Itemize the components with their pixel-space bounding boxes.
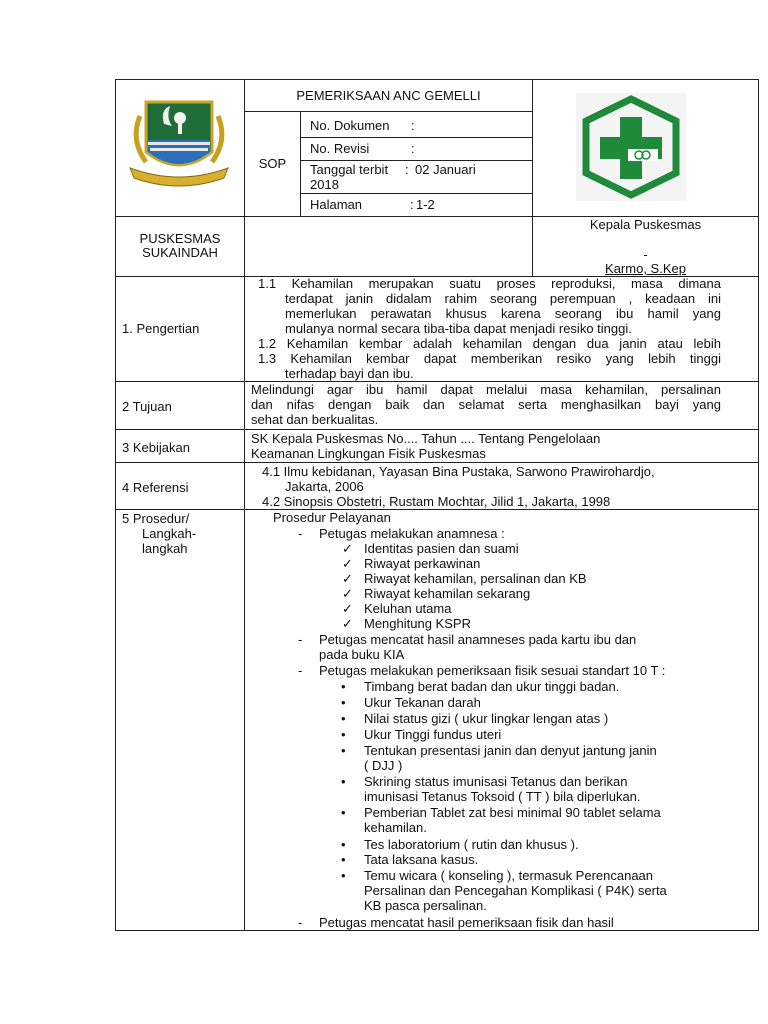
- exam-item: KB pasca persalinan.: [364, 898, 487, 913]
- exam-item: kehamilan.: [364, 820, 427, 835]
- issue-date-year: 2018: [310, 177, 339, 192]
- sop-label: SOP: [258, 156, 287, 171]
- section-label-prosedur: langkah: [142, 541, 188, 556]
- section-label-prosedur: 5 Prosedur/: [122, 511, 190, 526]
- tujuan-line: sehat dan berkualitas.: [251, 412, 379, 427]
- bullet-icon: •: [341, 695, 346, 710]
- dash-bullet: -: [298, 915, 303, 930]
- page-label: Halaman: [310, 197, 363, 212]
- dash-bullet: -: [298, 663, 303, 678]
- pengertian-line: 1.2 Kehamilan kembar adalah kehamilan dengan dua janin atau lebih: [258, 336, 721, 351]
- referensi-line: 4.1 Ilmu kebidanan, Yayasan Bina Pustaka, Sarwono Prawirohardjo,: [262, 464, 655, 479]
- exam-item: Tata laksana kasus.: [364, 852, 479, 867]
- exam-item: ( DJJ ): [364, 758, 403, 773]
- checklist-item: Identitas pasien dan suami: [364, 541, 519, 556]
- procedure-step: Petugas mencatat hasil anamneses pada kartu ibu dan: [319, 632, 637, 647]
- pengertian-line: 1.1 Kehamilan merupakan suatu proses reproduksi, masa dimana: [258, 276, 721, 291]
- page-value: 1-2: [416, 197, 435, 212]
- kebijakan-line: Keamanan Lingkungan Fisik Puskesmas: [251, 446, 486, 461]
- checklist-item: Riwayat kehamilan sekarang: [364, 586, 531, 601]
- checklist-item: Riwayat perkawinan: [364, 556, 481, 571]
- exam-item: Persalinan dan Pencegahan Komplikasi ( P4K) serta: [364, 883, 667, 898]
- dash-bullet: -: [298, 632, 303, 647]
- dash-bullet: -: [298, 526, 303, 541]
- referensi-line: 4.2 Sinopsis Obstetri, Rustam Mochtar, Jilid 1, Jakarta, 1998: [262, 494, 611, 509]
- revision-sep: :: [411, 141, 415, 156]
- section-label-kebijakan: 3 Kebijakan: [122, 440, 190, 455]
- exam-item: Timbang berat badan dan ukur tinggi badan.: [364, 679, 620, 694]
- puskesmas-cross-logo: [576, 93, 686, 201]
- pengertian-line: terdapat janin didalam rahim seorang perempuan , keadaan ini: [285, 291, 721, 306]
- section-label-prosedur: Langkah-: [142, 526, 197, 541]
- exam-item: Nilai status gizi ( ukur lingkar lengan atas ): [364, 711, 609, 726]
- check-icon: ✓: [342, 586, 353, 601]
- org-name-line2: SUKAINDAH: [142, 245, 218, 260]
- check-icon: ✓: [342, 556, 353, 571]
- bullet-icon: •: [341, 711, 346, 726]
- org-name-line1: PUSKESMAS: [139, 231, 221, 246]
- exam-item: Tes laboratorium ( rutin dan khusus ).: [364, 837, 579, 852]
- page-sep: :: [410, 197, 414, 212]
- bullet-icon: •: [341, 852, 346, 867]
- issue-date-value: 02 Januari: [415, 162, 476, 177]
- procedure-heading: Prosedur Pelayanan: [273, 510, 391, 525]
- checklist-item: Keluhan utama: [364, 601, 452, 616]
- pengertian-line: 1.3 Kehamilan kembar dapat memberikan resiko yang lebih tinggi: [258, 351, 721, 366]
- check-icon: ✓: [342, 541, 353, 556]
- pengertian-line: terhadap bayi dan ibu.: [285, 366, 414, 381]
- coat-of-arms-logo: [124, 96, 234, 192]
- issue-date-sep: :: [405, 162, 409, 177]
- check-icon: ✓: [342, 616, 353, 631]
- referensi-line: Jakarta, 2006: [285, 479, 364, 494]
- doc-number-sep: :: [411, 118, 415, 133]
- pengertian-line: memerlukan perawatan khusus karena seorang ibu hamil yang: [285, 306, 721, 321]
- bullet-icon: •: [341, 774, 346, 789]
- section-label-referensi: 4 Referensi: [122, 480, 189, 495]
- exam-item: Ukur Tekanan darah: [364, 695, 481, 710]
- signature-dash: -: [643, 247, 648, 262]
- issue-date-label: Tanggal terbit: [310, 162, 389, 177]
- signature-role: Kepala Puskesmas: [589, 217, 702, 232]
- bullet-icon: •: [341, 727, 346, 742]
- bullet-icon: •: [341, 868, 346, 883]
- exam-item: Temu wicara ( konseling ), termasuk Perencanaan: [364, 868, 654, 883]
- check-icon: ✓: [342, 571, 353, 586]
- signature-name: Karmo, S.Kep: [605, 261, 686, 276]
- exam-item: imunisasi Tetanus Toksoid ( TT ) bila diperlukan.: [364, 789, 641, 804]
- bullet-icon: •: [341, 743, 346, 758]
- tujuan-line: dan nifas dengan baik dan selamat serta menghasilkan bayi yang: [251, 397, 721, 412]
- exam-item: Skrining status imunisasi Tetanus dan berikan: [364, 774, 628, 789]
- tujuan-line: Melindungi agar ibu hamil dapat melalui masa kehamilan, persalinan: [251, 382, 721, 397]
- exam-item: Pemberian Tablet zat besi minimal 90 tablet selama: [364, 805, 661, 820]
- kebijakan-line: SK Kepala Puskesmas No.... Tahun .... Tentang Pengelolaan: [251, 431, 601, 446]
- procedure-step: Petugas melakukan pemeriksaan fisik sesuai standart 10 T :: [319, 663, 666, 678]
- document-title: PEMERIKSAAN ANC GEMELLI: [296, 88, 481, 103]
- bullet-icon: •: [341, 805, 346, 820]
- revision-label: No. Revisi: [310, 141, 370, 156]
- procedure-step: Petugas mencatat hasil pemeriksaan fisik dan hasil: [319, 915, 614, 930]
- section-label-tujuan: 2 Tujuan: [122, 399, 172, 414]
- check-icon: ✓: [342, 601, 353, 616]
- checklist-item: Menghitung KSPR: [364, 616, 471, 631]
- bullet-icon: •: [341, 837, 346, 852]
- bullet-icon: •: [341, 679, 346, 694]
- section-label-pengertian: 1. Pengertian: [122, 321, 200, 336]
- checklist-item: Riwayat kehamilan, persalinan dan KB: [364, 571, 587, 586]
- exam-item: Ukur Tinggi fundus uteri: [364, 727, 502, 742]
- procedure-step: Petugas melakukan anamnesa :: [319, 526, 505, 541]
- doc-number-label: No. Dokumen: [310, 118, 390, 133]
- procedure-step: pada buku KIA: [319, 647, 405, 662]
- exam-item: Tentukan presentasi janin dan denyut jantung janin: [364, 743, 657, 758]
- pengertian-line: mulanya normal secara tiba-tiba dapat menjadi resiko tinggi.: [285, 321, 632, 336]
